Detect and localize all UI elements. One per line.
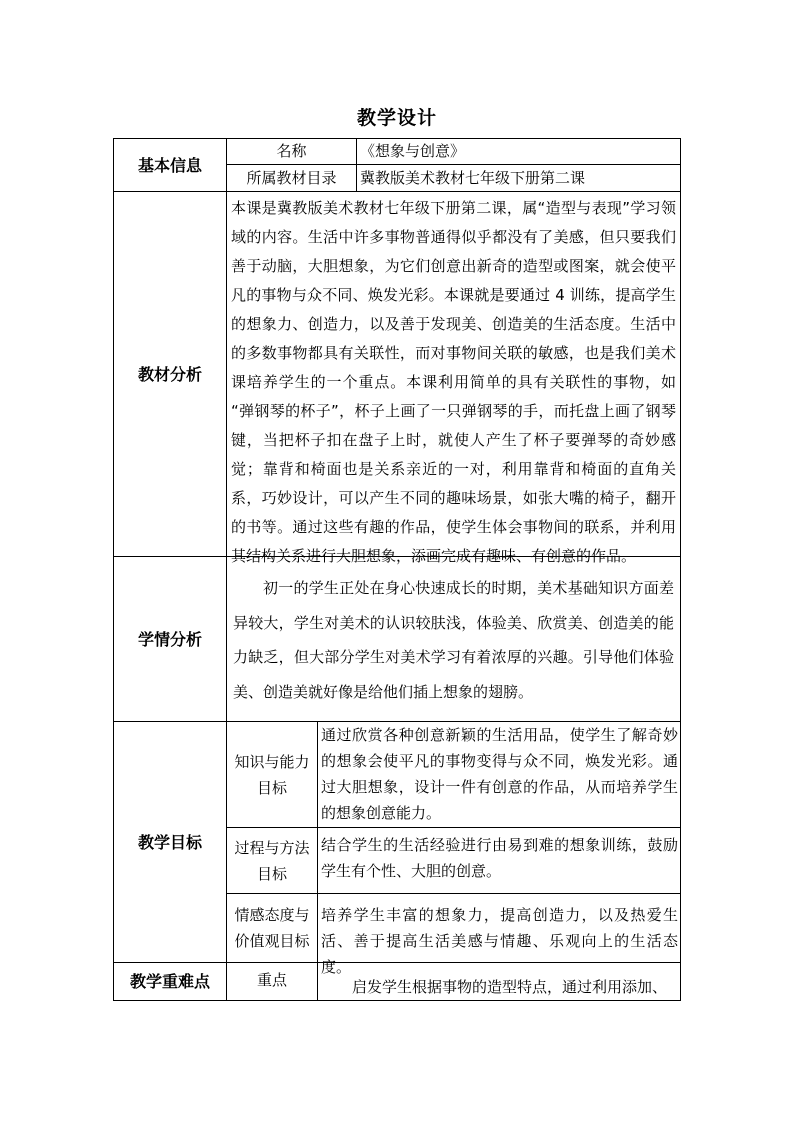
lesson-name: 《想象与创意》 <box>360 142 466 160</box>
goal-attitude-text: 培养学生丰富的想象力，提高创造力，以及热爱生活、善于提高生活美感与情趣、乐观向上的生活态度。 <box>321 906 678 976</box>
textbook-value: 冀教版美术教材七年级下册第二课 <box>360 169 586 187</box>
learner-analysis-label: 学情分析 <box>137 629 202 649</box>
learner-analysis-text: 初一的学生正处在身心快速成长的时期，美术基础知识方面差异较大，学生对美术的认识较肤浅，体验美、欣赏美、创造美的能力缺乏，但大部分学生对美术学习有着浓厚的兴趣。引导他们体验美、创造美就好像是给他们插上想象的翅膀。 <box>233 579 674 701</box>
goal-knowledge-label: 知识与能力目标 <box>234 752 310 797</box>
material-analysis-text: 本课是冀教版美术教材七年级下册第二课，属“造型与表现”学习领域的内容。生活中许多事物普通得似乎都没有了美感，但只要我们善于动脑，大胆想象，为它们创意出新奇的造型或图案，就会使平凡的事物与众不同、焕发光彩。本课就是要通过 4 训练，提高学生的想象力、创造力，以及善于发现美、创造美的生活态度。生活中的多数事物都具有关联性，而对事物间关联的敏感，也是我们美术课培养学生的一个重点。本课利用简单的具有关联性的事物，如 “弹钢琴的杯子”，杯子上画了一只弹钢琴的手，而托盘上画了钢琴键，当把杯子扣在盘子上时，就使人产生了杯子要弹琴的奇妙感觉；靠背和椅面也是关系亲近的一对，利用靠背和椅面的直角关系，巧妙设计，可以产生不同的趣味场景，如张大嘴的椅子，翻开的书等。通过这些有趣的作品，使学生体会事物间的联系，并利用其结构关系进行大胆想象，添画完成有趣味、有创意的作品。 <box>231 199 676 565</box>
teaching-goals-label: 教学目标 <box>137 832 202 852</box>
key-point-text: 启发学生根据事物的造型特点，通过利用添加、 <box>352 978 668 996</box>
goal-process-text: 结合学生的生活经验进行由易到难的想象训练，鼓励学生有个性、大胆的创意。 <box>321 836 678 880</box>
key-points-label: 教学重难点 <box>129 972 210 991</box>
name-label: 名称 <box>276 142 307 160</box>
textbook-label: 所属教材目录 <box>246 168 337 187</box>
material-analysis-label: 教材分析 <box>137 364 202 384</box>
key-point-sub-label: 重点 <box>256 971 287 989</box>
goal-process-label: 过程与方法目标 <box>234 838 310 883</box>
goal-knowledge-text: 通过欣赏各种创意新颖的生活用品，使学生了解奇妙的想象会使平凡的事物变得与众不同，焕发光彩。通过大胆想象，设计一件有创意的作品，从而培养学生的想象创意能力。 <box>321 726 678 822</box>
goal-attitude-label: 情感态度与价值观目标 <box>234 906 310 950</box>
basic-info-label: 基本信息 <box>137 155 202 175</box>
document-title: 教学设计 <box>356 107 437 129</box>
